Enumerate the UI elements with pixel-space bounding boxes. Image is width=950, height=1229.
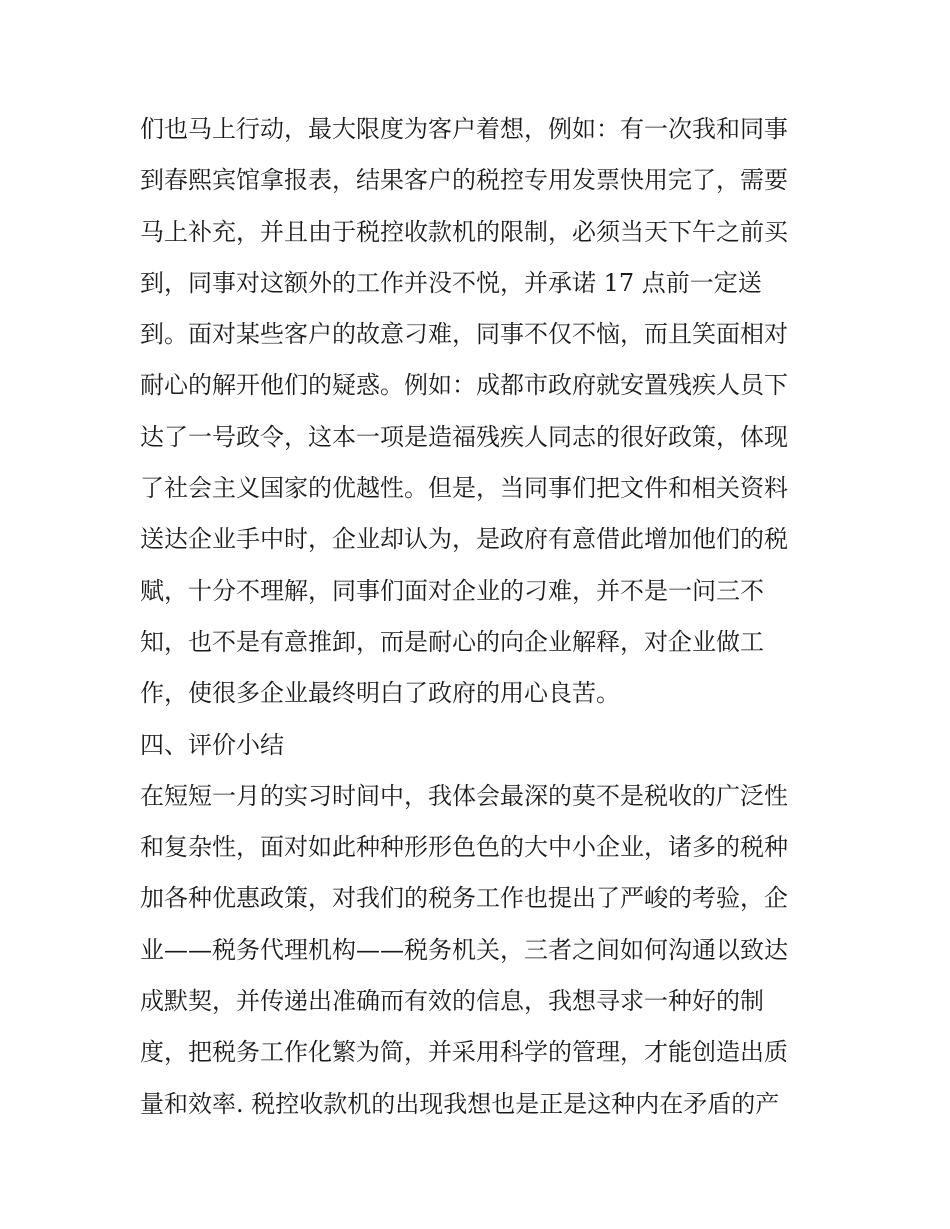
text-line: 成默契，并传递出准确而有效的信息，我想寻求一种好的制 <box>140 987 764 1016</box>
text-line: 到春熙宾馆拿报表，结果客户的税控专用发票快用完了，需要 <box>140 166 788 195</box>
text-line: 和复杂性，面对如此种种形形色色的大中小企业，诸多的税种 <box>140 833 788 862</box>
text-line: 达了一号政令，这本一项是造福残疾人同志的很好政策，体现 <box>140 422 788 451</box>
text-line: 们也马上行动，最大限度为客户着想，例如：有一次我和同事 <box>140 115 788 143</box>
section-heading: 四、评价小结 <box>140 730 284 759</box>
body-text <box>140 104 830 1130</box>
text-line: 知，也不是有意推卸，而是耐心的向企业解释，对企业做工 <box>140 627 764 656</box>
text-line: 作，使很多企业最终明白了政府的用心良苦。 <box>140 679 620 708</box>
text-line: 马上补充，并且由于税控收款机的限制，必须当天下午之前买 <box>140 217 788 246</box>
text-line: 送达企业手中时，企业却认为，是政府有意借此增加他们的税 <box>140 525 788 554</box>
text-line: 在短短一月的实习时间中，我体会最深的莫不是税收的广泛性 <box>140 781 788 810</box>
text-line: 了社会主义国家的优越性。但是，当同事们把文件和相关资料 <box>140 474 788 503</box>
text-line: 赋，十分不理解，同事们面对企业的刁难，并不是一问三不 <box>140 576 764 605</box>
text-line: 度，把税务工作化繁为简，并采用科学的管理，才能创造出质 <box>140 1038 788 1067</box>
text-line: 到。面对某些客户的故意刁难，同事不仅不恼，而且笑面相对 <box>140 320 788 349</box>
text-line: 加各种优惠政策，对我们的税务工作也提出了严峻的考验，企 <box>140 884 788 913</box>
text-line: 耐心的解开他们的疑惑。例如：成都市政府就安置残疾人员下 <box>140 371 788 400</box>
text-line: 量和效率. 税控收款机的出现我想也是正是这种内在矛盾的产 <box>140 1089 780 1118</box>
text-line: 到，同事对这额外的工作并没不悦，并承诺 17 点前一定送 <box>140 268 762 297</box>
text-line: 业——税务代理机构——税务机关，三者之间如何沟通以致达 <box>140 935 788 964</box>
